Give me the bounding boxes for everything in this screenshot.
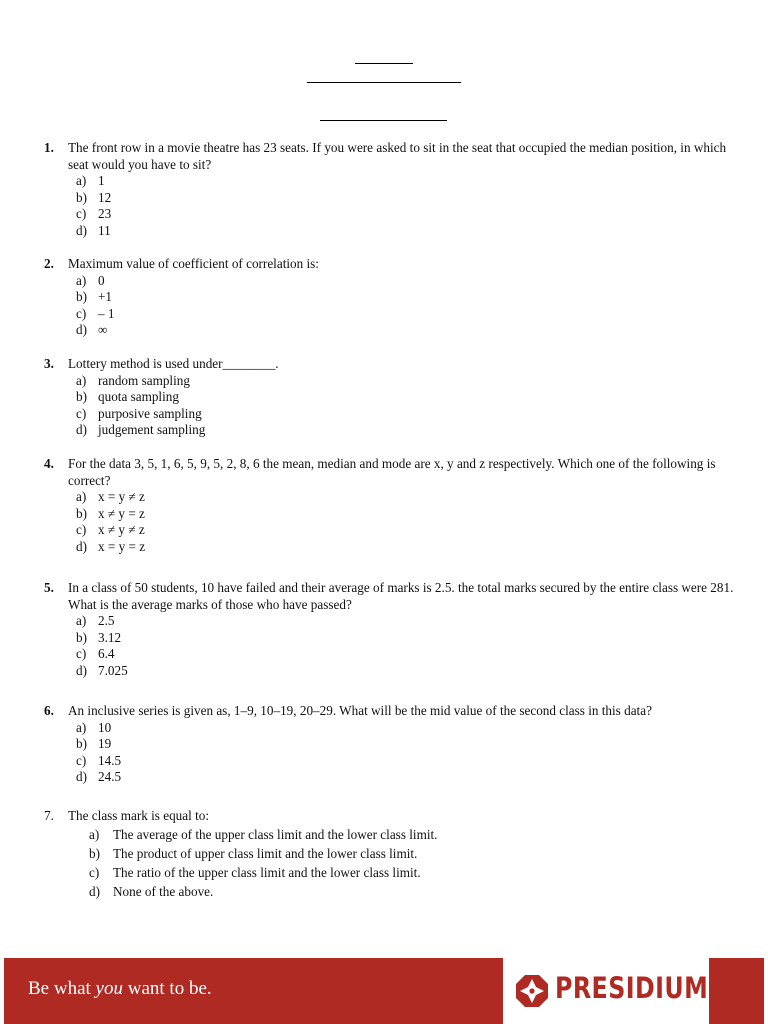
option-list (76, 489, 734, 555)
option-label: b) (76, 505, 87, 521)
option-text: 6.4 (98, 646, 115, 661)
option-label: a) (76, 613, 87, 628)
option-text: 24.5 (98, 769, 122, 784)
option-text: 12 (98, 189, 112, 205)
question-text: In a class of 50 students, 10 have failed and their average of marks is 2.5. the total marks secured by the entire class were 281. What is the average marks of those who have passed? (68, 580, 734, 612)
option-d (76, 663, 734, 680)
header-blank-line-3 (320, 120, 447, 121)
option-a (76, 173, 734, 190)
option-b (76, 389, 734, 406)
option-label: b) (76, 736, 87, 751)
option-text: 3.12 (98, 629, 122, 645)
option-text: 1 (98, 173, 105, 188)
option-list (76, 273, 734, 339)
option-text: The average of the upper class limit and the lower class limit. (113, 826, 438, 842)
option-d (76, 223, 734, 240)
option-c (76, 206, 734, 223)
question-number: 3. (44, 356, 54, 371)
option-list (76, 173, 734, 239)
option-list (76, 373, 734, 439)
question-text: Lottery method is used under________. (68, 356, 279, 371)
option-text: The product of upper class limit and the lower class limit. (113, 845, 418, 861)
option-a (76, 489, 734, 506)
option-text: 10 (98, 719, 112, 735)
option-c (76, 522, 734, 539)
option-label: a) (76, 372, 87, 388)
option-text: 14.5 (98, 752, 122, 768)
option-d (76, 422, 734, 439)
question-1 (44, 140, 734, 239)
option-d (76, 539, 734, 556)
option-text: x ≠ y ≠ z (98, 522, 145, 537)
option-label: c) (76, 305, 87, 321)
option-label: a) (89, 826, 100, 842)
option-label: a) (76, 173, 87, 188)
option-a (76, 373, 734, 390)
question-2 (44, 256, 734, 339)
option-text: 2.5 (98, 613, 115, 628)
header-blank-line-2 (307, 82, 461, 83)
option-label: a) (76, 272, 87, 288)
option-text: The ratio of the upper class limit and the lower class limit. (113, 864, 421, 880)
question-number: 7. (44, 808, 54, 823)
question-text: The front row in a movie theatre has 23 seats. If you were asked to sit in the seat that occupied the median position, in which seat would you have to sit? (68, 140, 727, 172)
question-3 (44, 356, 734, 439)
question-text: The class mark is equal to: (68, 808, 209, 823)
option-label: b) (76, 629, 87, 645)
option-label: b) (89, 845, 100, 861)
question-7 (44, 808, 734, 901)
option-text: x ≠ y = z (98, 505, 145, 521)
option-c (76, 646, 734, 663)
question-5 (44, 580, 734, 679)
option-label: d) (76, 322, 87, 337)
option-text: 11 (98, 222, 111, 238)
question-text: Maximum value of coefficient of correlation is: (68, 256, 319, 271)
option-list (76, 720, 734, 786)
option-text: +1 (98, 289, 113, 304)
option-label: c) (76, 405, 87, 421)
option-text: 19 (98, 736, 112, 751)
question-4 (44, 456, 734, 555)
option-d (76, 769, 734, 786)
question-number: 6. (44, 703, 54, 718)
tagline-emphasis: you (95, 978, 123, 999)
option-text: quota sampling (98, 389, 179, 404)
option-d (89, 882, 734, 901)
tagline (28, 978, 212, 1000)
option-label: c) (76, 646, 87, 661)
tagline-start: Be what (28, 978, 96, 999)
option-text: random sampling (98, 372, 190, 388)
option-list (89, 825, 734, 901)
option-b (76, 736, 734, 753)
question-number: 4. (44, 456, 54, 471)
option-b (76, 289, 734, 306)
option-label: b) (76, 289, 87, 304)
option-c (89, 863, 734, 882)
option-c (76, 306, 734, 323)
option-label: a) (76, 719, 87, 735)
brand-logo (503, 958, 709, 1024)
header-blank-line-1 (355, 63, 413, 64)
option-c (76, 406, 734, 423)
question-text: An inclusive series is given as, 1–9, 10–19, 20–29. What will be the mid value of the second class in this data? (68, 703, 652, 718)
option-label: c) (76, 206, 87, 221)
option-label: c) (89, 864, 100, 880)
option-text: – 1 (98, 305, 115, 321)
option-text: None of the above. (113, 883, 214, 899)
option-a (76, 273, 734, 290)
option-b (76, 630, 734, 647)
option-a (76, 613, 734, 630)
option-a (89, 825, 734, 844)
option-a (76, 720, 734, 737)
option-label: a) (76, 489, 87, 504)
option-text: 7.025 (98, 662, 128, 678)
question-number: 1. (44, 140, 54, 155)
option-list (76, 613, 734, 679)
option-d (76, 322, 734, 339)
option-label: d) (76, 222, 87, 238)
option-b (76, 190, 734, 207)
option-label: d) (76, 662, 87, 678)
question-number: 5. (44, 580, 54, 595)
option-b (89, 844, 734, 863)
option-label: b) (76, 389, 87, 404)
option-label: d) (89, 883, 100, 899)
brand-name: PRESIDIUM (555, 971, 709, 1005)
option-b (76, 506, 734, 523)
option-text: 23 (98, 206, 112, 221)
question-6 (44, 703, 734, 786)
option-text: 0 (98, 272, 105, 288)
option-text: ∞ (98, 322, 108, 337)
option-label: d) (76, 422, 87, 437)
option-c (76, 753, 734, 770)
footer-banner (4, 958, 764, 1024)
option-label: d) (76, 769, 87, 784)
option-text: purposive sampling (98, 405, 202, 421)
option-text: x = y ≠ z (98, 489, 145, 504)
option-text: judgement sampling (98, 422, 206, 437)
question-text: For the data 3, 5, 1, 6, 5, 9, 5, 2, 8, 6 the mean, median and mode are x, y and z respectively. Which one of the following is correct? (68, 456, 716, 488)
tagline-end: want to be. (122, 978, 212, 999)
option-label: c) (76, 522, 87, 537)
question-number: 2. (44, 256, 54, 271)
option-label: d) (76, 538, 87, 554)
presidium-emblem-icon (515, 974, 549, 1008)
option-text: x = y = z (98, 538, 146, 554)
option-label: c) (76, 752, 87, 768)
option-label: b) (76, 189, 87, 205)
